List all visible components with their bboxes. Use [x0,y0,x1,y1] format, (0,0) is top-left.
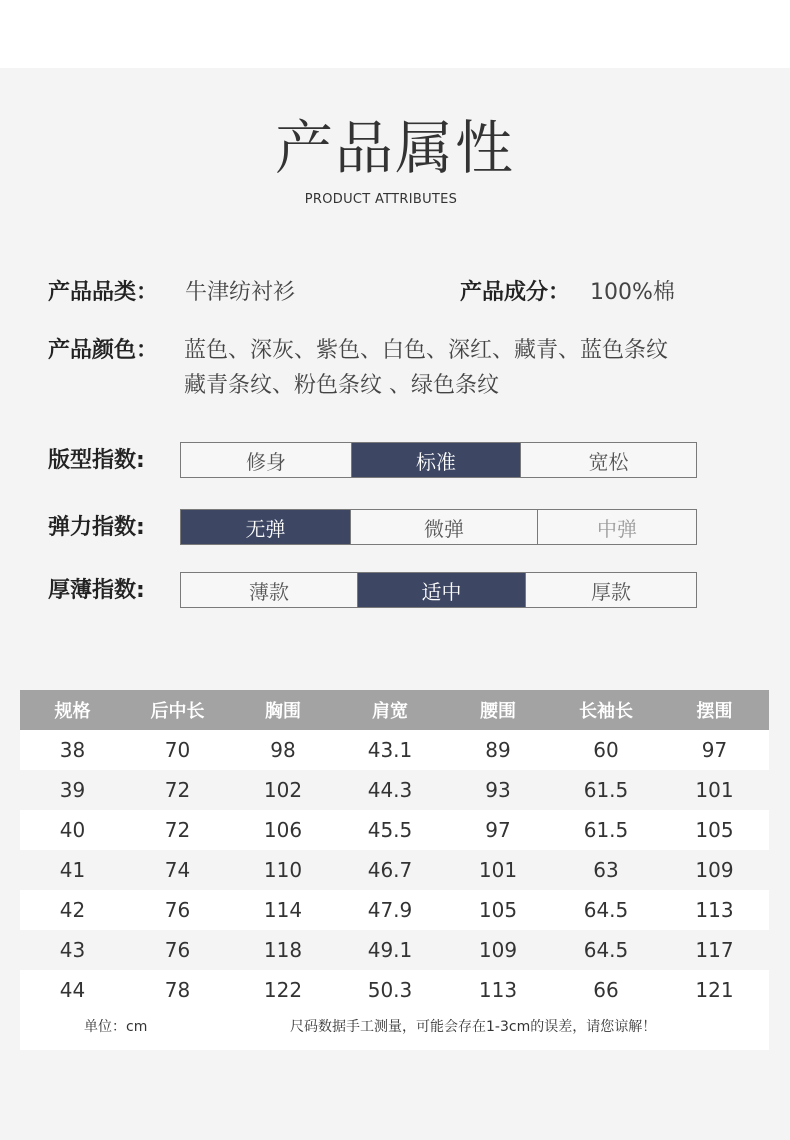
table-cell: 101 [478,858,518,882]
table-cell: 109 [695,858,734,882]
table-cell: 45.5 [367,818,413,842]
fit-scale-label: 版型指数: [48,448,145,473]
table-cell: 113 [695,898,734,922]
table-cell: 64.5 [583,898,629,922]
table-cell: 105 [478,898,518,922]
table-cell: 102 [263,778,303,802]
table-cell: 121 [695,978,734,1002]
table-row [20,970,769,1010]
table-cell: 61.5 [583,778,629,802]
header-waist: 腰围 [480,701,516,722]
table-cell: 64.5 [583,938,629,962]
table-cell: 44 [59,978,86,1002]
table-cell: 97 [485,818,511,842]
table-cell: 49.1 [367,938,413,962]
table-cell: 122 [263,978,303,1002]
table-cell: 117 [695,938,734,962]
table-cell: 41 [59,858,86,882]
table-cell: 43 [59,938,86,962]
table-cell: 43.1 [367,738,413,762]
table-cell: 66 [593,978,619,1002]
table-cell: 106 [263,818,303,842]
size-table [20,690,769,1050]
table-cell: 113 [478,978,518,1002]
header-hem: 摆围 [696,701,733,722]
table-row [20,850,769,890]
table-cell: 74 [164,858,191,882]
table-cell: 40 [59,818,86,842]
table-cell: 72 [164,778,191,802]
thickness-option-medium[interactable]: 适中 [357,573,525,607]
thickness-scale-label: 厚薄指数: [48,578,145,603]
table-cell: 109 [478,938,518,962]
page-subtitle: PRODUCT ATTRIBUTES [304,192,458,207]
table-cell: 76 [164,938,191,962]
size-table-body [20,730,769,1010]
table-cell: 42 [59,898,86,922]
table-cell: 101 [695,778,734,802]
thickness-option-thin[interactable]: 薄款 [249,579,289,604]
header-chest: 胸围 [265,701,301,722]
thickness-option-thick[interactable]: 厚款 [525,573,696,607]
size-table-header [20,690,769,730]
table-cell: 78 [164,978,191,1002]
stretch-scale-label: 弹力指数: [48,515,145,540]
stretch-option-slight[interactable]: 微弹 [350,510,537,544]
material-label: 产品成分： [460,280,571,305]
header-sleeve-length: 长袖长 [579,701,633,722]
fit-option-loose[interactable]: 宽松 [520,443,696,477]
table-cell: 93 [485,778,511,802]
fit-scale [180,442,697,478]
header-shoulder: 肩宽 [372,701,408,722]
color-label: 产品颜色： [48,338,159,363]
table-cell: 76 [164,898,191,922]
top-white-band [0,0,790,68]
stretch-scale [180,509,697,545]
unit-note: 单位：cm [84,1019,148,1035]
table-cell: 89 [485,738,511,762]
fit-option-slim[interactable]: 修身 [246,449,286,474]
table-row [20,770,769,810]
table-cell: 97 [701,738,728,762]
table-cell: 105 [695,818,734,842]
table-cell: 110 [263,858,303,882]
header-back-length: 后中长 [150,701,205,722]
table-cell: 63 [593,858,619,882]
table-cell: 60 [593,738,619,762]
table-cell: 47.9 [367,898,413,922]
size-table-footnote [20,1010,769,1050]
color-value-line1: 蓝色、深灰、紫色、白色、深红、藏青、蓝色条纹 [184,338,669,363]
color-value-line2: 藏青条纹、粉色条纹 、绿色条纹 [184,373,499,398]
table-cell: 98 [270,738,296,762]
category-label: 产品品类： [48,280,159,305]
table-cell: 44.3 [367,778,413,802]
table-cell: 70 [164,738,191,762]
fit-option-standard[interactable]: 标准 [351,443,520,477]
table-cell: 39 [59,778,86,802]
table-cell: 50.3 [367,978,413,1002]
stretch-option-medium[interactable]: 中弹 [537,510,696,544]
material-value: 100%棉 [590,280,675,305]
category-value: 牛津纺衬衫 [185,280,296,305]
table-cell: 46.7 [367,858,413,882]
page-title: 产品属性 [274,114,515,182]
stretch-option-none[interactable]: 无弹 [181,510,350,544]
table-row [20,930,769,970]
header-size: 规格 [54,701,91,722]
thickness-scale [180,572,697,608]
table-cell: 118 [263,938,303,962]
table-cell: 114 [263,898,303,922]
table-row [20,890,769,930]
table-cell: 38 [59,738,86,762]
table-cell: 61.5 [583,818,629,842]
measurement-note: 尺码数据手工测量，可能会存在1-3cm的误差，请您谅解！ [290,1019,657,1035]
table-row [20,730,769,770]
table-cell: 72 [164,818,191,842]
table-row [20,810,769,850]
